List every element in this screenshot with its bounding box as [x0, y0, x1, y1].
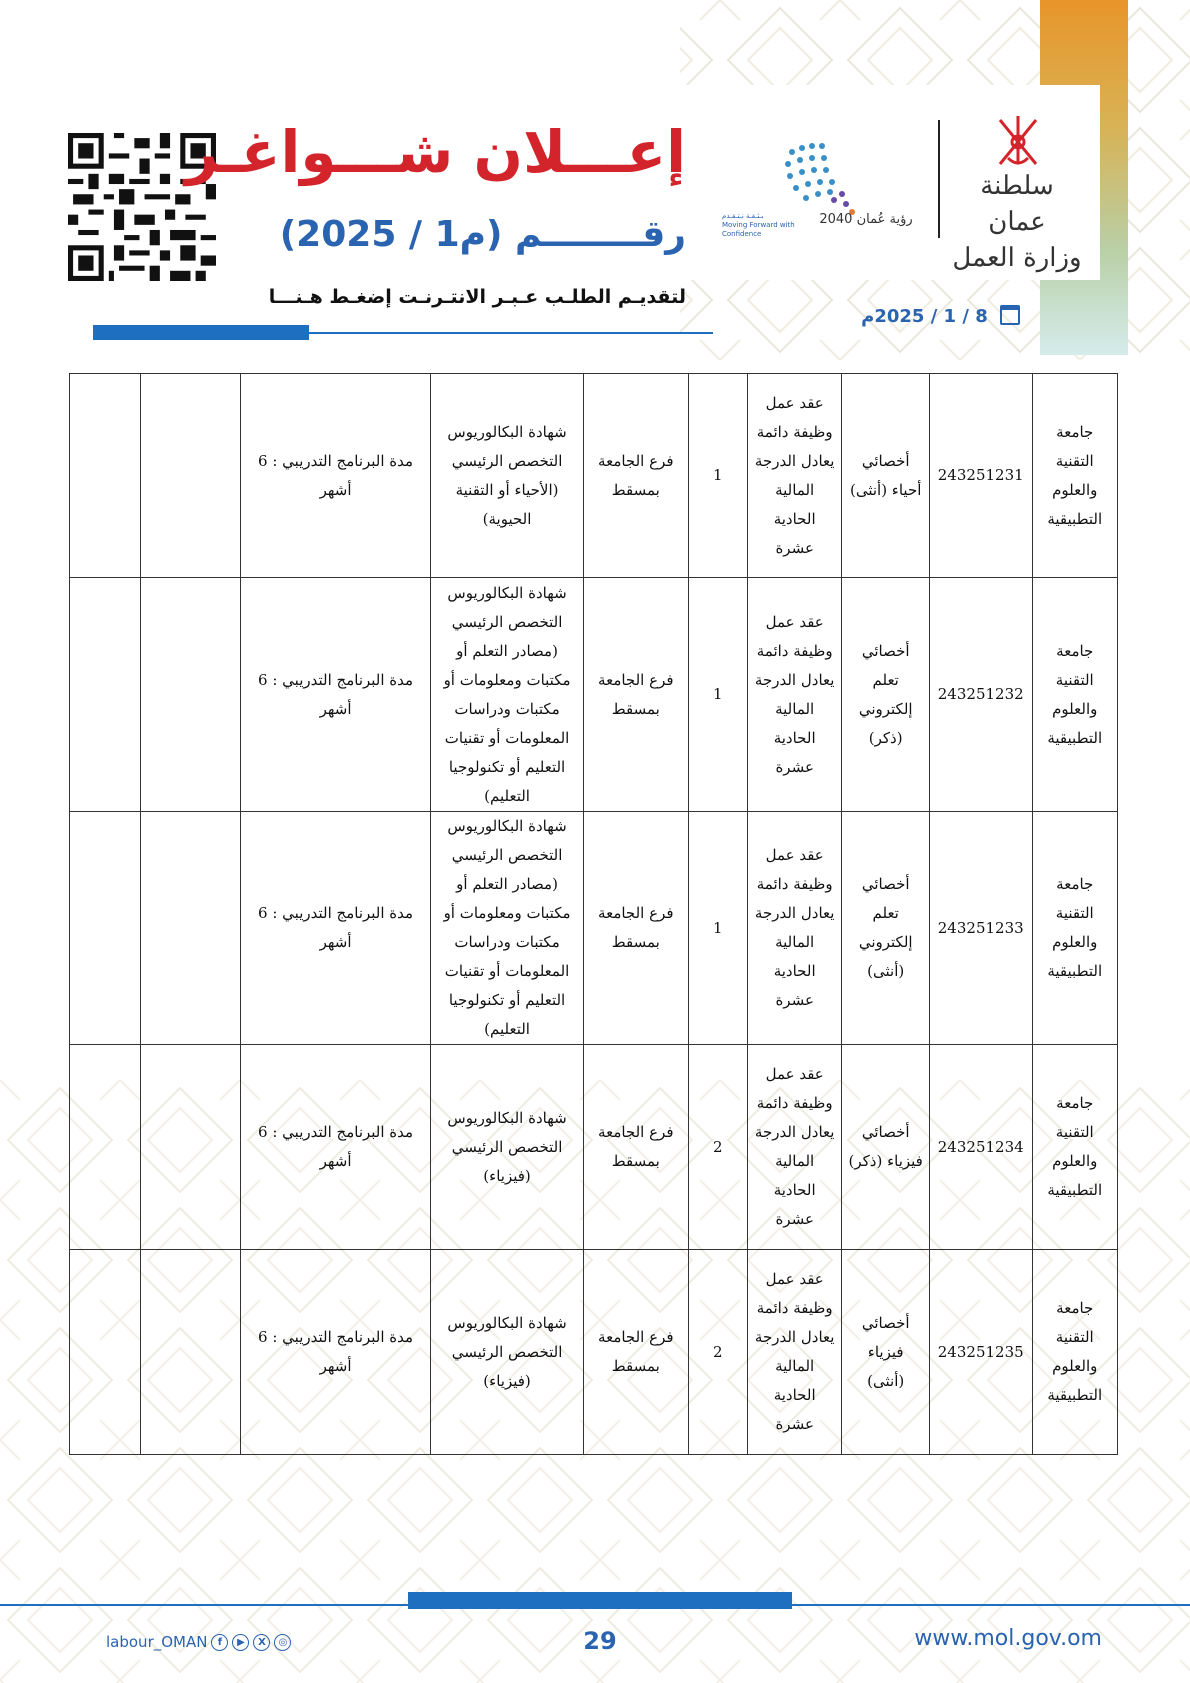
qualification-cell: شهادة البكالوريوس التخصص الرئيسي (مصادر التعلم أو مكتبات ومعلومات أو مكتبات ودراسات المعلومات أو تقنيات التعليم أو تكنولوجيا التعليم) [431, 812, 584, 1045]
count-cell: 1 [688, 578, 747, 812]
table-row [70, 1250, 1118, 1455]
vision-tagline-ar: بـثـقـة نـتـقـدم [722, 212, 764, 220]
training-cell: مدة البرنامج التدريبي : 6 أشهر [241, 1045, 431, 1250]
empty-cell [70, 578, 141, 812]
location-cell: فرع الجامعة بمسقط [583, 812, 688, 1045]
contract-cell: عقد عمل وظيفة دائمة يعادل الدرجة المالية الحادية عشرة [747, 1045, 842, 1250]
footer-accent-bar [408, 1592, 792, 1609]
job-title-cell: أخصائي فيزياء (أنثى) [842, 1250, 930, 1455]
qualification-cell: شهادة البكالوريوس التخصص الرئيسي (الأحياء أو التقنية الحيوية) [431, 374, 584, 578]
instagram-icon[interactable]: ◎ [274, 1634, 291, 1651]
title-underline-accent [93, 325, 309, 340]
empty-cell [141, 812, 241, 1045]
apply-online-link[interactable]: لتقديـم الطلـب عـبـر الانتـرنـت إضغـط هـنـــا [268, 286, 686, 308]
page-number: 29 [583, 1627, 617, 1655]
training-cell: مدة البرنامج التدريبي : 6 أشهر [241, 374, 431, 578]
ministry-name-line1: سلطنة عمان [980, 171, 1054, 237]
count-cell: 2 [688, 1045, 747, 1250]
location-cell: فرع الجامعة بمسقط [583, 1250, 688, 1455]
contract-cell: عقد عمل وظيفة دائمة يعادل الدرجة المالية الحادية عشرة [747, 812, 842, 1045]
announcement-title: إعـــلان شـــواغـر [185, 118, 686, 186]
training-cell: مدة البرنامج التدريبي : 6 أشهر [241, 578, 431, 812]
x-icon[interactable]: X [253, 1634, 270, 1651]
vacancies-table [69, 373, 1118, 1455]
empty-cell [141, 374, 241, 578]
empty-cell [70, 1045, 141, 1250]
ministry-name [952, 168, 1082, 276]
ministry-name-line2: وزارة العمل [952, 243, 1082, 273]
table-row [70, 812, 1118, 1045]
location-cell: فرع الجامعة بمسقط [583, 374, 688, 578]
job-title-cell: أخصائي تعلم إلكتروني (أنثى) [842, 812, 930, 1045]
empty-cell [141, 1045, 241, 1250]
vision-tagline [722, 212, 802, 239]
calendar-icon [1000, 305, 1020, 325]
empty-cell [141, 578, 241, 812]
table-row [70, 374, 1118, 578]
employer-cell: جامعة التقنية والعلوم التطبيقية [1032, 578, 1117, 812]
announcement-date [820, 305, 1020, 331]
job-code-cell: 243251235 [929, 1250, 1032, 1455]
employer-cell: جامعة التقنية والعلوم التطبيقية [1032, 374, 1117, 578]
social-handle[interactable]: labour_OMAN [106, 1633, 208, 1651]
employer-cell: جامعة التقنية والعلوم التطبيقية [1032, 1250, 1117, 1455]
empty-cell [70, 812, 141, 1045]
date-text: 8 / 1 / 2025م [861, 306, 988, 327]
job-code-cell: 243251232 [929, 578, 1032, 812]
job-code-cell: 243251234 [929, 1045, 1032, 1250]
table-row [70, 578, 1118, 812]
count-cell: 1 [688, 812, 747, 1045]
contract-cell: عقد عمل وظيفة دائمة يعادل الدرجة المالية الحادية عشرة [747, 578, 842, 812]
empty-cell [70, 1250, 141, 1455]
vision-tagline-en: Moving Forward with Confidence [722, 221, 795, 238]
job-code-cell: 243251231 [929, 374, 1032, 578]
contract-cell: عقد عمل وظيفة دائمة يعادل الدرجة المالية الحادية عشرة [747, 1250, 842, 1455]
social-links [106, 1631, 291, 1653]
table-row [70, 1045, 1118, 1250]
location-cell: فرع الجامعة بمسقط [583, 578, 688, 812]
job-title-cell: أخصائي فيزياء (ذكر) [842, 1045, 930, 1250]
training-cell: مدة البرنامج التدريبي : 6 أشهر [241, 1250, 431, 1455]
job-code-cell: 243251233 [929, 812, 1032, 1045]
announcement-number: رقــــــــم (م1 / 2025) [279, 214, 686, 255]
vacancies-table-body [70, 374, 1118, 1455]
oman-vision-text: رؤية عُمان 2040 [819, 212, 913, 227]
qualification-cell: شهادة البكالوريوس التخصص الرئيسي (فيزياء) [431, 1045, 584, 1250]
empty-cell [141, 1250, 241, 1455]
qualification-cell: شهادة البكالوريوس التخصص الرئيسي (مصادر التعلم أو مكتبات ومعلومات أو مكتبات ودراسات المعلومات أو تقنيات التعليم أو تكنولوجيا التعليم) [431, 578, 584, 812]
location-cell: فرع الجامعة بمسقط [583, 1045, 688, 1250]
youtube-icon[interactable]: ▶ [232, 1634, 249, 1651]
employer-cell: جامعة التقنية والعلوم التطبيقية [1032, 1045, 1117, 1250]
facebook-icon[interactable]: f [211, 1634, 228, 1651]
job-title-cell: أخصائي تعلم إلكتروني (ذكر) [842, 578, 930, 812]
empty-cell [70, 374, 141, 578]
contract-cell: عقد عمل وظيفة دائمة يعادل الدرجة المالية الحادية عشرة [747, 374, 842, 578]
job-title-cell: أخصائي أحياء (أنثى) [842, 374, 930, 578]
training-cell: مدة البرنامج التدريبي : 6 أشهر [241, 812, 431, 1045]
qualification-cell: شهادة البكالوريوس التخصص الرئيسي (فيزياء) [431, 1250, 584, 1455]
website-link[interactable]: www.mol.gov.om [914, 1626, 1102, 1651]
employer-cell: جامعة التقنية والعلوم التطبيقية [1032, 812, 1117, 1045]
count-cell: 2 [688, 1250, 747, 1455]
count-cell: 1 [688, 374, 747, 578]
logo-divider [938, 120, 940, 238]
